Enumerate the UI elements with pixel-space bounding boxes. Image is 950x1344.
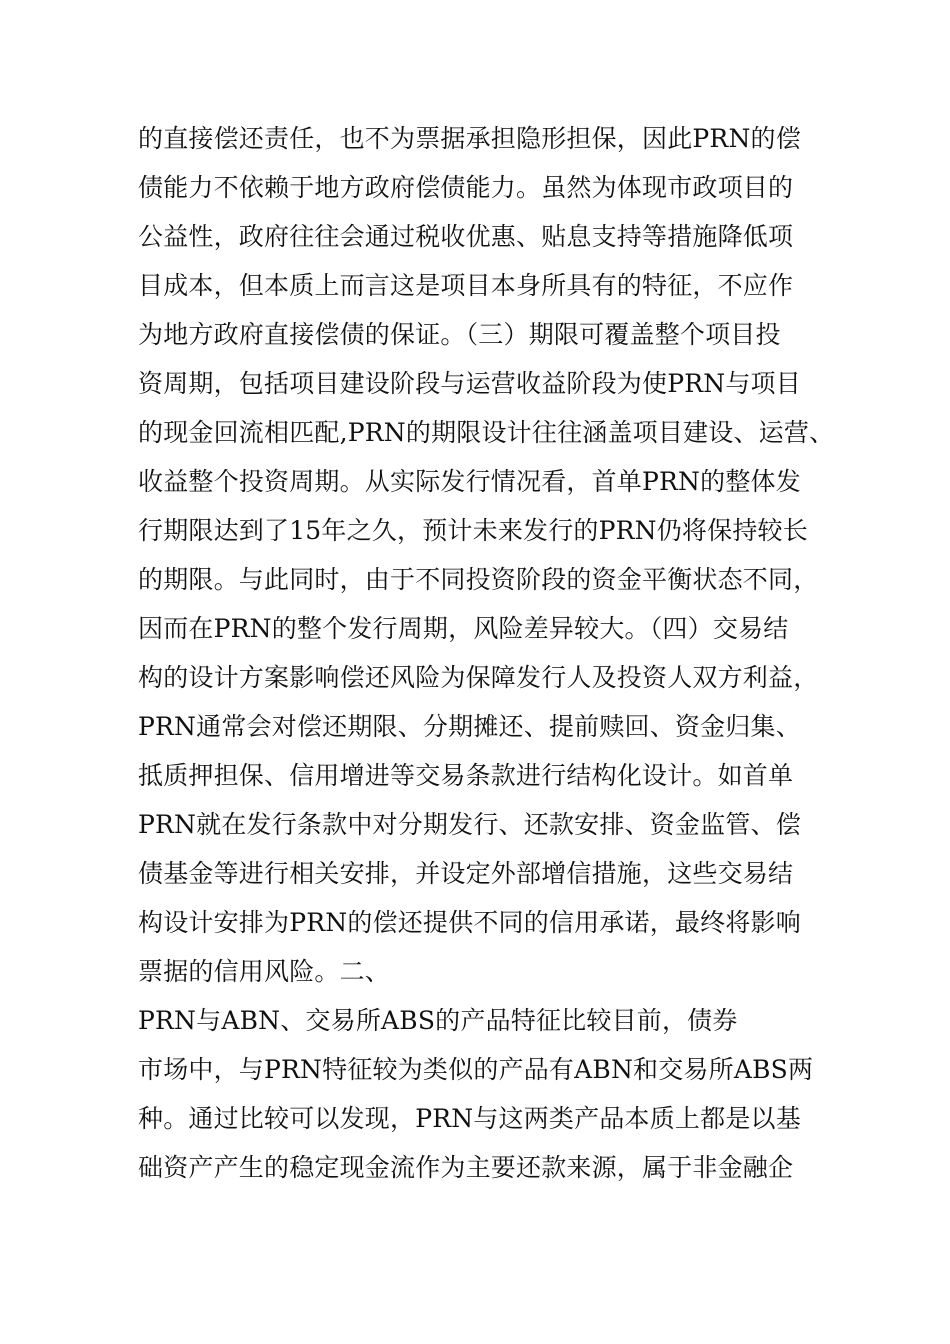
text-line-13: PRN通常会对偿还期限、分期摊还、提前赎回、资金归集、 xyxy=(138,712,801,741)
text-line-12: 构的设计方案影响偿还风险为保障发行人及投资人双方利益， xyxy=(138,663,819,692)
text-line-19: PRN与ABN、交易所ABS的产品特征比较目前，债券 xyxy=(138,1006,738,1035)
text-line-5: 为地方政府直接偿债的保证。（三）期限可覆盖整个项目投 xyxy=(138,320,781,349)
text-line-21: 种。通过比较可以发现，PRN与这两类产品本质上都是以基 xyxy=(138,1104,801,1133)
text-line-1: 的直接偿还责任，也不为票据承担隐形担保，因此PRN的偿 xyxy=(138,124,801,153)
text-line-6: 资周期，包括项目建设阶段与运营收益阶段为使PRN与项目 xyxy=(138,369,801,398)
text-line-8: 收益整个投资周期。从实际发行情况看，首单PRN的整体发 xyxy=(138,467,801,496)
text-line-10: 的期限。与此同时，由于不同投资阶段的资金平衡状态不同， xyxy=(138,565,819,594)
text-line-7: 的现金回流相匹配,PRN的期限设计往往涵盖项目建设、运营、 xyxy=(138,418,835,447)
text-line-16: 债基金等进行相关安排，并设定外部增信措施，这些交易结 xyxy=(138,859,794,888)
text-line-22: 础资产产生的稳定现金流作为主要还款来源，属于非金融企 xyxy=(138,1153,794,1182)
text-line-11: 因而在PRN的整个发行周期，风险差异较大。（四）交易结 xyxy=(138,614,789,643)
text-line-9: 行期限达到了15年之久，预计未来发行的PRN仍将保持较长 xyxy=(138,516,808,545)
text-line-3: 公益性，政府往往会通过税收优惠、贴息支持等措施降低项 xyxy=(138,222,794,251)
text-line-2: 债能力不依赖于地方政府偿债能力。虽然为体现市政项目的 xyxy=(138,173,794,202)
text-line-18: 票据的信用风险。二、 xyxy=(138,957,391,986)
text-line-14: 抵质押担保、信用增进等交易条款进行结构化设计。如首单 xyxy=(138,761,794,790)
text-line-17: 构设计安排为PRN的偿还提供不同的信用承诺，最终将影响 xyxy=(138,908,801,937)
body-text xyxy=(138,114,835,1192)
text-line-15: PRN就在发行条款中对分期发行、还款安排、资金监管、偿 xyxy=(138,810,801,839)
text-line-20: 市场中，与PRN特征较为类似的产品有ABN和交易所ABS两 xyxy=(138,1055,814,1084)
text-line-4: 目成本，但本质上而言这是项目本身所具有的特征，不应作 xyxy=(138,271,794,300)
